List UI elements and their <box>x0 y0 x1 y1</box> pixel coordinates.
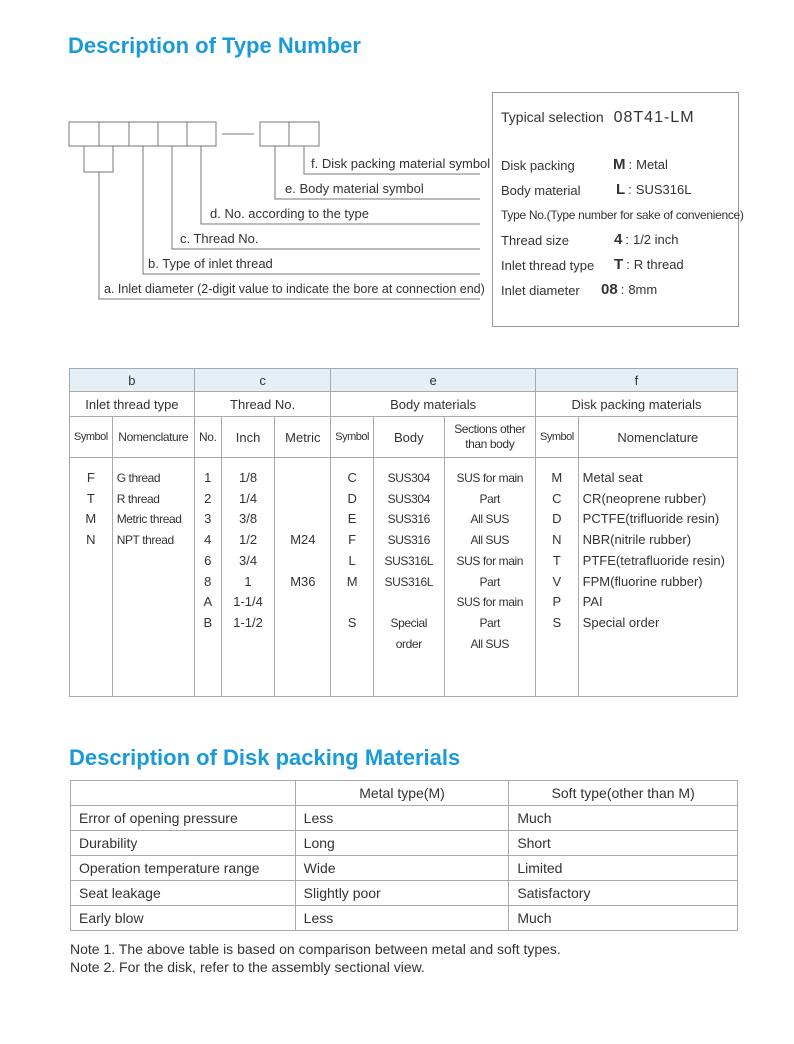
table-cell: D <box>552 511 562 527</box>
note-2: Note 2. For the disk, refer to the assembly sectional view. <box>70 959 425 975</box>
sel-label: Inlet diameter <box>501 283 580 298</box>
sel-sym: T <box>614 256 624 273</box>
table-cell: Metric thread <box>116 512 182 527</box>
col-b-nomenclature: Nomenclature <box>112 417 194 458</box>
table-cell: CR(neoprene rubber) <box>582 490 707 506</box>
table-cell: 1 <box>204 470 212 485</box>
sel-label: Inlet thread type <box>501 258 595 273</box>
table-cell: V <box>552 573 562 589</box>
col-f-sym-values <box>535 458 578 697</box>
table-cell: M36 <box>290 573 316 589</box>
table-cell: T <box>552 552 561 568</box>
disk-header-metal: Metal type(M) <box>295 781 509 806</box>
col-c-no: No. <box>194 417 221 458</box>
table-cell: 6 <box>204 552 212 568</box>
group-disk-packing: Disk packing materials <box>535 392 737 417</box>
table-cell: 2 <box>204 490 212 506</box>
table-cell: G thread <box>116 471 161 485</box>
table-cell: F <box>348 532 357 548</box>
metal-value: Long <box>295 831 509 856</box>
sel-label: Body material <box>501 183 581 198</box>
soft-value: Satisfactory <box>509 881 738 906</box>
table-row <box>71 856 738 881</box>
soft-value: Limited <box>509 856 738 881</box>
table-cell: P <box>552 594 562 610</box>
group-body-materials: Body materials <box>331 392 536 417</box>
metal-value: Slightly poor <box>295 881 509 906</box>
table-cell: C <box>347 470 357 485</box>
table-cell <box>279 592 326 613</box>
table-cell: N <box>86 532 96 548</box>
table-cell: 3 <box>204 511 212 527</box>
table-cell <box>279 489 326 510</box>
table-cell <box>449 675 531 696</box>
col-letter-f: f <box>535 369 737 392</box>
table-cell: 1-1/2 <box>233 614 263 630</box>
table-cell: B <box>203 614 213 630</box>
col-f-nomenclature: Nomenclature <box>578 417 737 458</box>
table-cell: M24 <box>290 532 316 548</box>
metal-value: Less <box>295 806 509 831</box>
type-number-table <box>69 368 738 697</box>
metal-value: Wide <box>295 856 509 881</box>
table-cell: SUS for main Part <box>456 471 524 506</box>
table-cell: 4 <box>204 532 212 548</box>
sel-val: Metal <box>636 157 668 172</box>
sel-label: Thread size <box>501 233 569 248</box>
table-cell <box>335 592 369 613</box>
label-c: c. Thread No. <box>180 231 259 246</box>
table-row <box>71 806 738 831</box>
col-e-body-values <box>373 458 444 697</box>
label-a: a. Inlet diameter (2-digit value to indicate the bore at connection end) <box>104 282 485 296</box>
row-label: Operation temperature range <box>71 856 296 881</box>
metal-value: Less <box>295 906 509 931</box>
table-row <box>71 831 738 856</box>
row-label: Durability <box>71 831 296 856</box>
table-cell: Metal seat <box>582 470 643 485</box>
col-letter-c: c <box>194 369 330 392</box>
table-cell <box>279 509 326 530</box>
table-cell: NBR(nitrile rubber) <box>582 532 692 548</box>
table-cell: SUS304 <box>387 491 430 506</box>
sel-label: Disk packing <box>501 158 575 173</box>
row-label: Seat leakage <box>71 881 296 906</box>
table-cell: FPM(fluorine rubber) <box>582 573 703 589</box>
soft-value: Much <box>509 906 738 931</box>
typical-selection-box: Typical selection 08T41-LM Disk packing M : Metal Body material L : SUS316L Type No.(Type number for sake of convenience) Thread size 4 : 1/2 inch Inlet thread type T : R thread Inlet diameter 08 : 8mm <box>492 92 739 327</box>
col-letter-e: e <box>331 369 536 392</box>
table-cell: SUS316L <box>384 553 434 568</box>
col-letter-b: b <box>70 369 195 392</box>
disk-section-title: Description of Disk packing Materials <box>69 745 461 770</box>
table-cell: T <box>86 490 95 506</box>
col-b-sym-values <box>70 458 113 697</box>
page-title: Description of Type Number <box>68 33 361 58</box>
sel-val: SUS316L <box>635 182 692 197</box>
col-f-symbol: Symbol <box>535 417 578 458</box>
disk-header-soft: Soft type(other than M) <box>509 781 738 806</box>
table-cell: NPT thread <box>116 533 174 548</box>
table-cell: N <box>552 532 562 548</box>
col-c-metric: Metric <box>275 417 331 458</box>
label-f: f. Disk packing material symbol <box>311 156 491 171</box>
disk-header-blank <box>71 781 296 806</box>
col-e-sym-values <box>331 458 374 697</box>
table-cell: M <box>85 511 97 527</box>
table-cell: SUS for main Part <box>456 553 524 589</box>
sel-sym: L <box>616 181 626 198</box>
table-cell: PTFE(tetrafluoride resin) <box>582 552 725 568</box>
sel-sym: 4 <box>614 231 623 248</box>
table-cell: 1/4 <box>239 490 258 506</box>
row-label: Error of opening pressure <box>71 806 296 831</box>
label-d: d. No. according to the type <box>210 206 369 221</box>
table-row <box>71 881 738 906</box>
table-cell: SUS304 <box>387 471 430 485</box>
col-f-nom-values <box>578 458 737 697</box>
col-c-metric-values <box>275 458 331 697</box>
table-cell: All SUS <box>470 636 510 651</box>
table-cell: All SUS <box>470 512 510 527</box>
table-cell <box>378 592 440 613</box>
row-label: Early blow <box>71 906 296 931</box>
table-cell <box>279 468 326 489</box>
col-c-no-values <box>194 458 221 697</box>
table-cell: 1/8 <box>239 470 258 485</box>
table-cell: All SUS <box>470 533 510 548</box>
table-cell: 1 <box>244 573 252 589</box>
table-cell: SUS316L <box>384 574 434 589</box>
selection-code: 08T41-LM <box>613 109 695 126</box>
soft-value: Short <box>509 831 738 856</box>
soft-value: Much <box>509 806 738 831</box>
table-cell: M <box>551 470 563 485</box>
col-c-inch: Inch <box>221 417 275 458</box>
table-cell: SUS for main Part <box>456 595 524 630</box>
label-e: e. Body material symbol <box>285 181 424 196</box>
table-cell: 3/4 <box>239 552 258 568</box>
note-1: Note 1. The above table is based on comparison between metal and soft types. <box>70 941 561 957</box>
sel-val: 8mm <box>628 282 658 297</box>
col-e-other: Sections other than body <box>444 417 535 458</box>
col-e-body: Body <box>373 417 444 458</box>
table-cell: E <box>347 511 357 527</box>
sel-sym: M <box>613 156 626 173</box>
table-cell <box>279 551 326 572</box>
table-cell: 1/2 <box>239 532 258 548</box>
table-cell: Special order <box>390 615 428 651</box>
label-b: b. Type of inlet thread <box>148 256 273 271</box>
table-cell: PCTFE(trifluoride resin) <box>582 511 720 527</box>
group-inlet-thread: Inlet thread type <box>70 392 195 417</box>
group-thread-no: Thread No. <box>194 392 330 417</box>
col-b-nom-values <box>112 458 194 697</box>
col-e-symbol: Symbol <box>331 417 374 458</box>
table-cell: 3/8 <box>239 511 258 527</box>
table-cell: D <box>347 490 357 506</box>
table-cell: S <box>552 614 562 630</box>
table-cell: SUS316 <box>387 533 430 548</box>
table-cell: M <box>346 573 358 589</box>
table-cell: S <box>347 614 357 630</box>
table-cell: PAI <box>582 594 603 610</box>
table-cell <box>449 654 531 675</box>
col-e-other-values <box>444 458 535 697</box>
selection-heading: Typical selection <box>501 109 604 125</box>
table-cell: R thread <box>116 491 160 506</box>
col-b-symbol: Symbol <box>70 417 113 458</box>
sel-label: Type No.(Type number for sake of convenience) <box>501 208 744 222</box>
table-cell: C <box>552 490 562 506</box>
sel-val: 1/2 inch <box>632 232 679 247</box>
table-cell: F <box>86 470 95 485</box>
table-cell: L <box>348 552 356 568</box>
table-cell: A <box>203 594 213 610</box>
disk-materials-table <box>70 780 738 931</box>
table-cell <box>279 613 326 634</box>
table-cell: SUS316 <box>387 512 430 527</box>
col-c-inch-values <box>221 458 275 697</box>
table-row <box>71 906 738 931</box>
sel-val: R thread <box>633 257 684 272</box>
table-cell: 8 <box>204 573 212 589</box>
table-cell: 1-1/4 <box>233 594 263 610</box>
table-cell: Special order <box>582 614 660 630</box>
sel-sym: 08 <box>601 281 618 298</box>
